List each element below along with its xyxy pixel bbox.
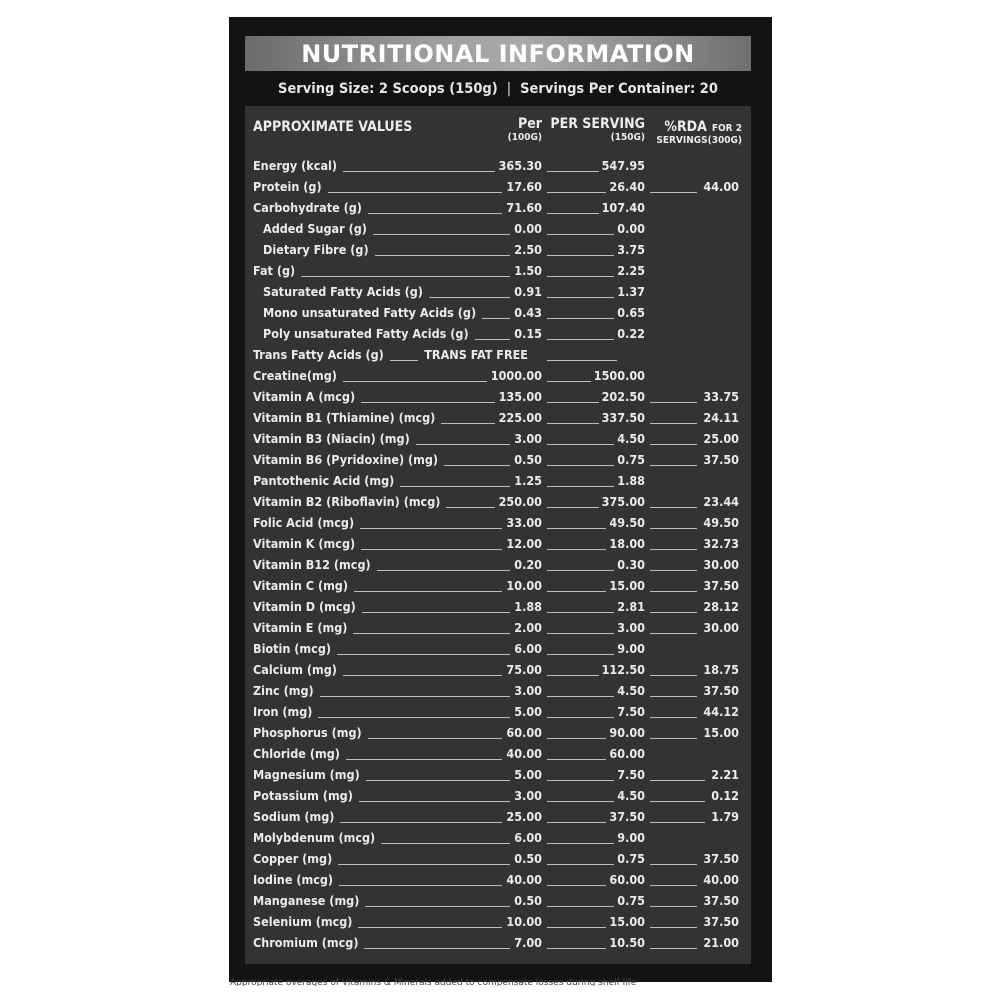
- table-row: [245, 849, 751, 870]
- leader-line: [320, 696, 511, 697]
- leader-line: [650, 192, 697, 193]
- leader-line: [547, 465, 614, 466]
- leader-line: [354, 591, 502, 592]
- leader-line: [547, 927, 606, 928]
- value-per-100g: 0.43: [514, 305, 542, 320]
- leader-line: [547, 192, 606, 193]
- leader-line: [650, 675, 697, 676]
- leader-line: [547, 549, 606, 550]
- nutrient-label: Poly unsaturated Fatty Acids (g): [263, 326, 469, 341]
- nutrient-label: Vitamin D (mcg): [253, 599, 356, 614]
- nutrient-label: Vitamin B3 (Niacin) (mg): [253, 431, 410, 446]
- leader-line: [359, 801, 510, 802]
- leader-line: [343, 381, 487, 382]
- nutrient-label: Vitamin C (mg): [253, 578, 349, 593]
- leader-line: [650, 738, 697, 739]
- leader-line: [441, 423, 494, 424]
- table-row: [245, 723, 751, 744]
- leader-line: [650, 528, 697, 529]
- table-row: [245, 618, 751, 639]
- value-per-serving: 4.50: [617, 431, 645, 446]
- leader-line: [338, 864, 510, 865]
- value-per-100g: 25.00: [506, 809, 542, 824]
- value-per-serving: 0.75: [617, 893, 645, 908]
- table-row: [245, 261, 751, 282]
- header-approximate-values: APPROXIMATE VALUES: [253, 119, 413, 135]
- value-per-serving: 107.40: [601, 200, 645, 215]
- table-row: [245, 156, 751, 177]
- table-row: [245, 660, 751, 681]
- nutrient-label: Potassium (mg): [253, 788, 353, 803]
- leader-line: [547, 297, 614, 298]
- leader-line: [547, 213, 599, 214]
- value-rda: 37.50: [703, 851, 739, 866]
- leader-line: [547, 864, 614, 865]
- table-row: [245, 219, 751, 240]
- value-rda: 37.50: [703, 914, 739, 929]
- value-rda: 25.00: [703, 431, 739, 446]
- value-per-100g: 71.60: [506, 200, 542, 215]
- nutrient-label: Trans Fatty Acids (g): [253, 347, 384, 362]
- value-per-serving: 2.81: [617, 599, 645, 614]
- nutrient-label: Saturated Fatty Acids (g): [263, 284, 423, 299]
- nutrient-label: Added Sugar (g): [263, 221, 367, 236]
- table-row: [245, 807, 751, 828]
- leader-line: [343, 675, 503, 676]
- value-per-100g: 60.00: [506, 725, 542, 740]
- nutrient-label: Folic Acid (mcg): [253, 515, 355, 530]
- leader-line: [337, 654, 510, 655]
- leader-line: [377, 570, 511, 571]
- leader-line: [650, 822, 705, 823]
- leader-line: [650, 549, 697, 550]
- leader-line: [547, 486, 614, 487]
- value-per-serving: 2.25: [617, 263, 645, 278]
- value-per-serving: 9.00: [617, 830, 645, 845]
- table-row: [245, 324, 751, 345]
- value-rda: 49.50: [703, 515, 739, 530]
- value-per-100g: 1000.00: [490, 368, 542, 383]
- value-per-100g: 75.00: [506, 662, 542, 677]
- leader-line: [547, 318, 614, 319]
- leader-line: [547, 822, 606, 823]
- leader-line: [547, 675, 599, 676]
- value-per-100g: 10.00: [506, 578, 542, 593]
- table-row: [245, 282, 751, 303]
- leader-line: [416, 444, 511, 445]
- leader-line: [547, 948, 606, 949]
- table-row: [245, 198, 751, 219]
- leader-line: [650, 717, 697, 718]
- leader-line: [547, 423, 599, 424]
- nutrient-label: Phosphorus (mg): [253, 725, 362, 740]
- table-row: [245, 387, 751, 408]
- value-rda: 32.73: [703, 536, 739, 551]
- leader-line: [353, 633, 510, 634]
- value-per-100g: 0.20: [514, 557, 542, 572]
- table-row: [245, 681, 751, 702]
- leader-line: [361, 402, 494, 403]
- title-bar: [245, 36, 751, 71]
- nutrient-label: Vitamin B6 (Pyridoxine) (mg): [253, 452, 439, 467]
- value-per-100g: 0.00: [514, 221, 542, 236]
- table-row: [245, 555, 751, 576]
- value-rda: 21.00: [703, 935, 739, 950]
- leader-line: [650, 444, 697, 445]
- value-per-100g: 5.00: [514, 704, 542, 719]
- nutrient-label: Energy (kcal): [253, 158, 338, 173]
- value-per-serving: 1500.00: [593, 368, 645, 383]
- header-per-serving: PER SERVING (150G): [550, 116, 645, 143]
- value-per-100g: 2.50: [514, 242, 542, 257]
- table-row: [245, 744, 751, 765]
- serving-size: Serving Size: 2 Scoops (150g): [278, 81, 498, 97]
- value-per-100g: 2.00: [514, 620, 542, 635]
- table-row: [245, 429, 751, 450]
- value-rda: 44.12: [703, 704, 739, 719]
- value-per-100g: 3.00: [514, 683, 542, 698]
- value-per-serving: 60.00: [609, 746, 645, 761]
- table-row: [245, 912, 751, 933]
- value-per-100g: 33.00: [506, 515, 542, 530]
- value-per-100g: 365.30: [498, 158, 542, 173]
- table-row: [245, 450, 751, 471]
- nutrient-label: Manganese (mg): [253, 893, 360, 908]
- value-per-serving: 10.50: [609, 935, 645, 950]
- value-per-100g: 3.00: [514, 431, 542, 446]
- leader-line: [650, 570, 697, 571]
- leader-line: [364, 948, 510, 949]
- table-row: [245, 177, 751, 198]
- leader-line: [650, 864, 697, 865]
- value-per-100g: 1.25: [514, 473, 542, 488]
- leader-line: [650, 423, 697, 424]
- value-rda: 37.50: [703, 452, 739, 467]
- nutrient-label: Creatine(mg): [253, 368, 337, 383]
- leader-line: [547, 696, 614, 697]
- table-row: [245, 471, 751, 492]
- leader-line: [547, 339, 614, 340]
- value-per-100g: 40.00: [506, 746, 542, 761]
- leader-line: [339, 885, 502, 886]
- nutrient-label: Vitamin B1 (Thiamine) (mcg): [253, 410, 436, 425]
- leader-line: [547, 381, 591, 382]
- value-per-serving: 337.50: [601, 410, 645, 425]
- leader-line: [650, 465, 697, 466]
- leader-line: [547, 717, 614, 718]
- value-per-serving: 15.00: [609, 578, 645, 593]
- value-per-100g: 0.91: [514, 284, 542, 299]
- value-per-100g: 0.50: [514, 851, 542, 866]
- nutrient-label: Biotin (mcg): [253, 641, 332, 656]
- table-row: [245, 870, 751, 891]
- value-per-100g: 1.88: [514, 599, 542, 614]
- nutrient-label: Pantothenic Acid (mg): [253, 473, 395, 488]
- leader-line: [373, 234, 510, 235]
- leader-line: [650, 801, 705, 802]
- leader-line: [547, 507, 599, 508]
- leader-line: [547, 570, 614, 571]
- value-per-serving: 1.37: [617, 284, 645, 299]
- nutrient-label: Zinc (mg): [253, 683, 314, 698]
- table-row: [245, 240, 751, 261]
- leader-line: [547, 801, 614, 802]
- table-row: [245, 828, 751, 849]
- page-title: NUTRITIONAL INFORMATION: [301, 39, 695, 68]
- leader-line: [547, 276, 614, 277]
- value-per-serving: 18.00: [609, 536, 645, 551]
- value-rda: 24.11: [703, 410, 739, 425]
- value-rda: 37.50: [703, 893, 739, 908]
- leader-line: [390, 360, 418, 361]
- leader-line: [444, 465, 510, 466]
- value-per-serving: 7.50: [617, 704, 645, 719]
- nutrient-label: Carbohydrate (g): [253, 200, 362, 215]
- value-per-100g: 0.50: [514, 893, 542, 908]
- value-rda: 0.12: [711, 788, 739, 803]
- leader-line: [547, 444, 614, 445]
- value-per-serving: 15.00: [609, 914, 645, 929]
- leader-line: [547, 906, 614, 907]
- value-per-serving: 4.50: [617, 683, 645, 698]
- table-row: [245, 891, 751, 912]
- nutrient-label: Vitamin B12 (mcg): [253, 557, 371, 572]
- leader-line: [547, 633, 614, 634]
- leader-line: [362, 612, 510, 613]
- nutrient-label: Fat (g): [253, 263, 296, 278]
- table-row: [245, 366, 751, 387]
- value-per-100g: 3.00: [514, 788, 542, 803]
- value-rda: 15.00: [703, 725, 739, 740]
- servings-per-container: Servings Per Container: 20: [520, 81, 718, 97]
- leader-line: [650, 402, 697, 403]
- leader-line: [650, 612, 697, 613]
- value-per-serving: 375.00: [601, 494, 645, 509]
- value-per-serving: 0.00: [617, 221, 645, 236]
- leader-line: [547, 654, 614, 655]
- leader-line: [381, 843, 510, 844]
- leader-line: [429, 297, 510, 298]
- leader-line: [547, 255, 614, 256]
- leader-line: [650, 507, 697, 508]
- nutrient-label: Mono unsaturated Fatty Acids (g): [263, 305, 477, 320]
- value-per-serving: 0.30: [617, 557, 645, 572]
- table-row: [245, 765, 751, 786]
- value-rda: 28.12: [703, 599, 739, 614]
- leader-line: [482, 318, 510, 319]
- leader-line: [346, 759, 503, 760]
- table-row: [245, 303, 751, 324]
- leader-line: [361, 549, 502, 550]
- value-rda: 37.50: [703, 683, 739, 698]
- nutrient-label: Calcium (mg): [253, 662, 337, 677]
- value-per-serving: 60.00: [609, 872, 645, 887]
- leader-line: [547, 528, 606, 529]
- leader-line: [650, 696, 697, 697]
- nutrition-table: [245, 106, 751, 964]
- leader-line: [650, 948, 697, 949]
- leader-line: [650, 906, 697, 907]
- leader-line: [547, 234, 614, 235]
- table-row: [245, 702, 751, 723]
- table-row: [245, 576, 751, 597]
- nutrient-label: Protein (g): [253, 179, 322, 194]
- nutrient-label: Chromium (mcg): [253, 935, 359, 950]
- nutrient-label: Molybdenum (mcg): [253, 830, 376, 845]
- leader-line: [318, 717, 510, 718]
- leader-line: [360, 528, 502, 529]
- value-rda: 1.79: [711, 809, 739, 824]
- value-per-serving: 112.50: [601, 662, 645, 677]
- leader-line: [547, 612, 614, 613]
- value-per-100g: 250.00: [498, 494, 542, 509]
- serving-separator: |: [506, 81, 512, 97]
- leader-line: [368, 738, 503, 739]
- value-per-serving: 26.40: [609, 179, 645, 194]
- value-rda: 18.75: [703, 662, 739, 677]
- value-per-100g: 7.00: [514, 935, 542, 950]
- value-per-100g: 0.50: [514, 452, 542, 467]
- table-row: [245, 786, 751, 807]
- leader-line: [650, 591, 697, 592]
- value-per-100g: 0.15: [514, 326, 542, 341]
- table-row: [245, 933, 751, 954]
- leader-line: [547, 402, 599, 403]
- table-row: [245, 408, 751, 429]
- leader-line: [368, 213, 502, 214]
- nutrient-label: Copper (mg): [253, 851, 333, 866]
- leader-line: [547, 843, 614, 844]
- leader-line: [650, 927, 697, 928]
- leader-line: [475, 339, 511, 340]
- leader-line: [650, 633, 697, 634]
- value-per-100g: 225.00: [498, 410, 542, 425]
- value-per-100g: 12.00: [506, 536, 542, 551]
- leader-line: [547, 738, 606, 739]
- value-per-serving: 9.00: [617, 641, 645, 656]
- value-per-serving: 0.22: [617, 326, 645, 341]
- value-per-serving: 90.00: [609, 725, 645, 740]
- leader-line: [358, 927, 502, 928]
- nutrient-label: Dietary Fibre (g): [263, 242, 369, 257]
- value-per-100g: 135.00: [498, 389, 542, 404]
- value-per-serving: 3.00: [617, 620, 645, 635]
- value-per-100g: 6.00: [514, 830, 542, 845]
- leader-line: [343, 171, 495, 172]
- table-row: [245, 639, 751, 660]
- table-row: [245, 597, 751, 618]
- leader-line: [547, 591, 606, 592]
- value-per-serving: 0.75: [617, 452, 645, 467]
- value-rda: 23.44: [703, 494, 739, 509]
- nutrient-label: Vitamin K (mcg): [253, 536, 356, 551]
- value-rda: 33.75: [703, 389, 739, 404]
- nutrient-label: Vitamin A (mcg): [253, 389, 356, 404]
- nutrient-label: Vitamin B2 (Riboflavin) (mcg): [253, 494, 441, 509]
- nutrient-label: Selenium (mcg): [253, 914, 353, 929]
- value-per-serving: 547.95: [601, 158, 645, 173]
- value-per-serving: 1.88: [617, 473, 645, 488]
- leader-line: [301, 276, 510, 277]
- value-per-100g: 1.50: [514, 263, 542, 278]
- footnote: Appropriate overages of Vitamins & Minerals added to compensate losses during shelf life: [230, 978, 637, 986]
- value-per-100g: 17.60: [506, 179, 542, 194]
- leader-line: [547, 171, 599, 172]
- leader-line: [547, 759, 606, 760]
- table-row: [245, 513, 751, 534]
- value-per-100g: 10.00: [506, 914, 542, 929]
- leader-line: [366, 780, 511, 781]
- value-per-serving: 202.50: [601, 389, 645, 404]
- value-rda: 40.00: [703, 872, 739, 887]
- leader-line: [547, 885, 606, 886]
- value-per-serving: 4.50: [617, 788, 645, 803]
- serving-info: [245, 76, 751, 102]
- value-per-100g: 40.00: [506, 872, 542, 887]
- trans-fat-value: TRANS FAT FREE: [424, 347, 528, 362]
- value-per-100g: 6.00: [514, 641, 542, 656]
- nutrient-label: Magnesium (mg): [253, 767, 360, 782]
- leader-line: [547, 360, 617, 361]
- value-rda: 44.00: [703, 179, 739, 194]
- leader-line: [650, 885, 697, 886]
- table-row: [245, 534, 751, 555]
- value-rda: 37.50: [703, 578, 739, 593]
- table-row: [245, 345, 751, 366]
- value-per-serving: 49.50: [609, 515, 645, 530]
- leader-line: [650, 780, 705, 781]
- value-per-serving: 0.65: [617, 305, 645, 320]
- nutrient-label: Vitamin E (mg): [253, 620, 348, 635]
- value-per-100g: 5.00: [514, 767, 542, 782]
- value-per-serving: 7.50: [617, 767, 645, 782]
- table-row: [245, 492, 751, 513]
- value-rda: 30.00: [703, 557, 739, 572]
- leader-line: [375, 255, 511, 256]
- leader-line: [340, 822, 502, 823]
- leader-line: [328, 192, 503, 193]
- value-rda: 30.00: [703, 620, 739, 635]
- nutrient-label: Sodium (mg): [253, 809, 335, 824]
- value-per-serving: 37.50: [609, 809, 645, 824]
- nutrient-label: Chloride (mg): [253, 746, 340, 761]
- leader-line: [547, 780, 614, 781]
- value-per-serving: 3.75: [617, 242, 645, 257]
- header-rda: %RDA FOR 2 SERVINGS(300G): [656, 119, 742, 146]
- value-per-serving: 0.75: [617, 851, 645, 866]
- value-rda: 2.21: [711, 767, 739, 782]
- leader-line: [446, 507, 494, 508]
- leader-line: [365, 906, 510, 907]
- header-per-100g: Per (100G): [507, 116, 542, 143]
- leader-line: [400, 486, 510, 487]
- nutrient-label: Iron (mg): [253, 704, 313, 719]
- nutrient-label: Iodine (mcg): [253, 872, 334, 887]
